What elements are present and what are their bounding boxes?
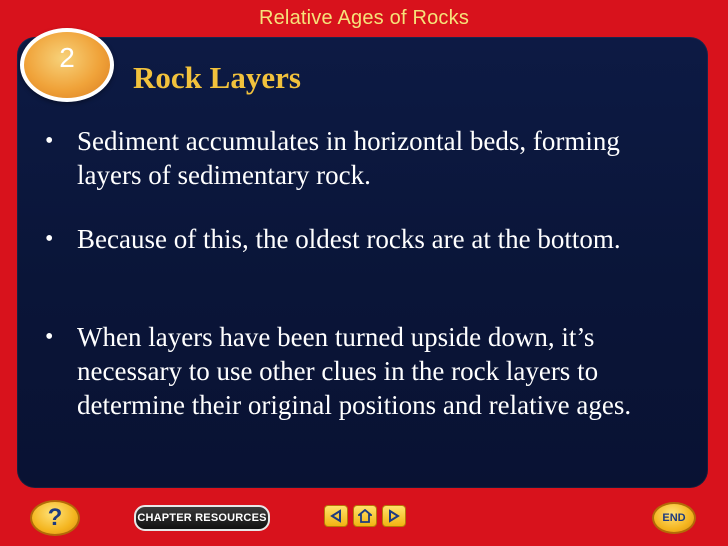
section-badge [20, 28, 114, 102]
presentation-title: Relative Ages of Rocks [258, 7, 470, 29]
end-button[interactable] [652, 502, 696, 534]
question-mark-icon: ? [47, 504, 63, 531]
section-number: 2 [59, 42, 75, 73]
bullet-text: When layers have been turned upside down, it’s necessary to use other clues in the rock layers to determine their original positions and relative ages. [77, 322, 632, 420]
end-icon: END [662, 512, 686, 524]
slide-title: Rock Layers [133, 60, 301, 95]
chapter-resources-button[interactable]: CHAPTER RESOURCES [134, 505, 270, 531]
next-slide-button[interactable] [382, 505, 406, 527]
bullet-dot-icon: • [45, 324, 54, 350]
bullet-dot-icon: • [45, 128, 54, 154]
bullet-item [45, 124, 685, 192]
bullet-text: Sediment accumulates in horizontal beds, forming layers of sedimentary rock. [77, 126, 620, 190]
help-button[interactable] [30, 500, 80, 536]
home-icon [358, 509, 372, 523]
bullet-item [45, 222, 621, 256]
bullet-dot-icon: • [45, 226, 54, 252]
triangle-left-icon [329, 509, 343, 523]
bullet-text: Because of this, the oldest rocks are at the bottom. [77, 224, 621, 254]
bullet-item [45, 320, 685, 422]
home-button[interactable] [353, 505, 377, 527]
triangle-right-icon [387, 509, 401, 523]
previous-slide-button[interactable] [324, 505, 348, 527]
